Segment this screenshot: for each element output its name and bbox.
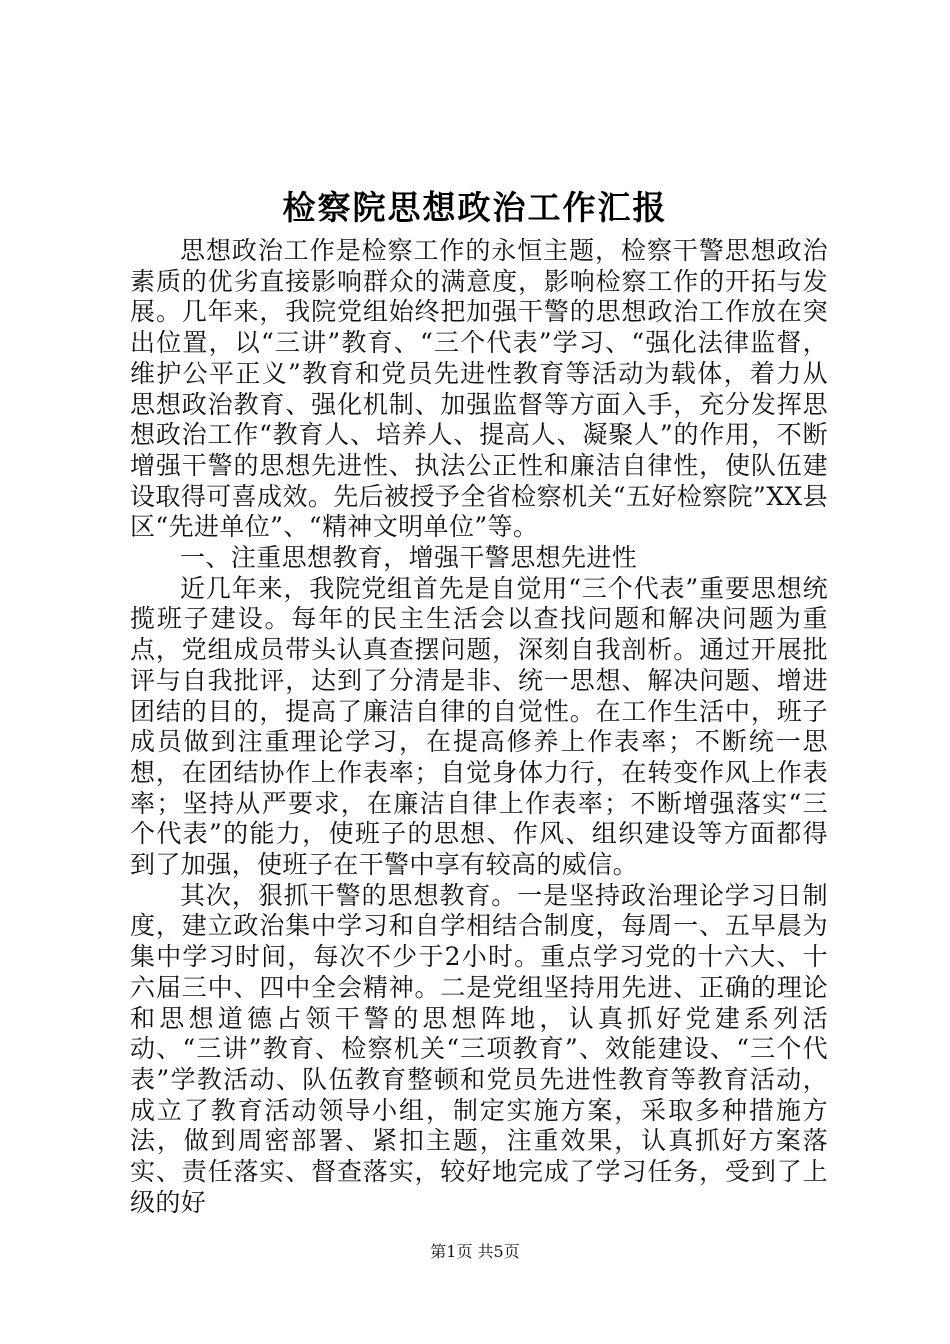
document-title: 检察院思想政治工作汇报 xyxy=(282,188,668,227)
paragraph-leadership: 近几年来，我院党组首先是自觉用“三个代表”重要思想统揽班子建设。每年的民主生活会以查找问题和解决问题为重点，党组成员带头认真查摆问题，深刻自我剖析。通过开展批评与自我批评，达到了分清是非、统一思想、解决问题、增进团结的目的，提高了廉洁自律的自觉性。在工作生活中，班子成员做到注重理论学习，在提高修养上作表率；不断统一思想，在团结协作上作表率；自觉身体力行，在转变作风上作表率；坚持从严要求，在廉洁自律上作表率；不断增强落实“三个代表”的能力，使班子的思想、作风、组织建设等方面都得到了加强，使班子在干警中享有较高的威信。 xyxy=(130,573,828,880)
document-body xyxy=(130,236,828,1219)
paragraph-education: 其次，狠抓干警的思想教育。一是坚持政治理论学习日制度，建立政治集中学习和自学相结合制度，每周一、五早晨为集中学习时间，每次不少于2小时。重点学习党的十六大、十六届三中、四中全会精神。二是党组坚持用先进、正确的理论和思想道德占领干警的思想阵地，认真抓好党建系列活动、“三讲”教育、检察机关“三项教育”、效能建设、“三个代表”学教活动、队伍教育整顿和党员先进性教育等教育活动，成立了教育活动领导小组，制定实施方案，采取多种措施方法，做到周密部署、紧扣主题，注重效果，认真抓好方案落实、责任落实、督查落实，较好地完成了学习任务，受到了上级的好 xyxy=(130,880,828,1217)
page-footer: 第1页 共5页 xyxy=(430,1242,520,1261)
section-heading-1: 一、注重思想教育，增强干警思想先进性 xyxy=(180,543,638,573)
paragraph-intro: 思想政治工作是检察工作的永恒主题，检察干警思想政治素质的优劣直接影响群众的满意度，影响检察工作的开拓与发展。几年来，我院党组始终把加强干警的思想政治工作放在突出位置，以“三讲”教育、“三个代表”学习、“强化法律监督，维护公平正义”教育和党员先进性教育等活动为载体，着力从思想政治教育、强化机制、加强监督等方面入手，充分发挥思想政治工作“教育人、培养人、提高人、凝聚人”的作用，不断增强干警的思想先进性、执法公正性和廉洁自律性，使队伍建设取得可喜成效。先后被授予全省检察机关“五好检察院”XX县区“先进单位”、“精神文明单位”等。 xyxy=(130,236,828,542)
